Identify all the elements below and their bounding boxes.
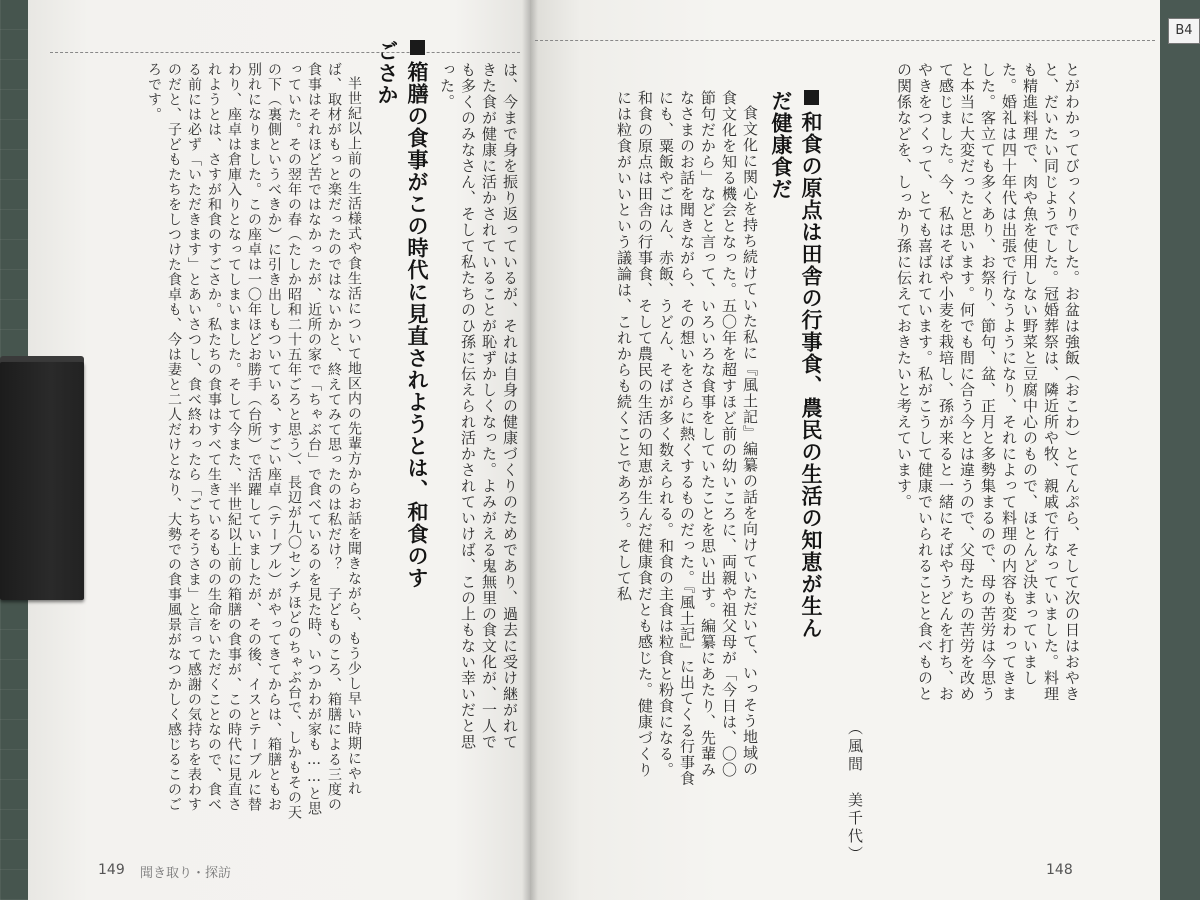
left-heading-text: 箱膳の食事がこの時代に見直されようとは、和食のすごさか [375, 40, 429, 589]
left-top-paragraph: は、今まで身を振り返っているが、それは自身の健康づくりのためであり、過去に受け継がれてきた食が健康に活かされていることが恥ずかしくなった。よみがえる鬼無里の食文化が、一人でも多くのみなさん、そして私たちのひ孫に伝えられ活かされていけば、この上もない幸いだと思った。 [438, 62, 519, 750]
right-section-heading [766, 90, 826, 650]
left-dotted-rule [50, 52, 520, 53]
page-size-tab: B4 [1168, 18, 1200, 44]
left-page-number: 149 [98, 862, 125, 878]
left-section-heading [372, 40, 432, 600]
left-page-footer: 聞き取り・探訪 [140, 866, 232, 881]
right-signature-1: （風間 美千代） [846, 720, 864, 864]
right-intro-text [852, 62, 1082, 702]
right-intro-paragraph: とがわかってびっくりでした。お盆は強飯（おこわ）とてんぷら、そして次の日はおやきと、だいたい同じようでした。冠婚葬祭は、隣近所や牧、親戚で行なっていました。料理も精進料理で、肉や魚を使用しない野菜と豆腐中心のもので、ほとんど決まっていました。婚礼は四十年代は出張で行なうようになり、それによって料理の内容も変わってきました。客立ても多くあり、お祭り、節句、盆、正月と多勢集まるので、母の苦労は今思うと本当に大変だったと思います。何でも間に合う今とは違うので、父母たちの苦労を改めて感じました。今、私はそばや小麦を栽培し、孫が来ると一緒にそばやうどんを打ち、おやきをつくって、とても喜ばれています。私がこうして健康でいられることと食べものとの関係などを、しっかり孫に伝えておきたいと考えています。 [895, 62, 1081, 702]
heading-square-icon [410, 40, 425, 55]
right-main-text [560, 90, 760, 790]
page-weight [0, 362, 84, 600]
right-main-paragraph: 食文化に関心を持ち続けていた私に『風土記』編纂の話を向けていただいて、いっそう地域の食文化を知る機会となった。五〇年を超すほど前の幼いころに、両親や祖父母が「今日は、〇〇節句だから」などと言って、いろいろな食事をしていたことを思い出す。編纂にあたり、先輩みなさまのお話を聞きながら、その想いをさらに熱くするものだった。『風土記』に出てくる行事食にも、粟飯やごはん、赤飯、うどん、そばが多く数えられる。和食の主食は粒食と粉食になる。和食の原点は田舎の行事食、そして農民の生活の知恵が生んだ健康食だとも感じた。健康づくりには粒食がいいという議論は、これからも続くことであろう。そして私 [615, 90, 759, 787]
book-gutter [522, 0, 538, 900]
desk-edge [1160, 0, 1200, 900]
heading-square-icon [804, 90, 819, 105]
right-dotted-rule [535, 40, 1155, 41]
left-main-text [92, 62, 364, 822]
right-page-number: 148 [1046, 862, 1073, 878]
left-main-paragraph: 半世紀以上前の生活様式や食生活について地区内の先輩方からお話を聞きながら、もう少し早い時期にやれば、取材がもっと楽だったのではないかと、終えてみて思ったのは私だけ？ 子どものころ、箱膳による三度の食事はそれほど苦ではなかったが、近所の家で「ちゃぶ台」で食べているのを見た時、いつかわが家も……と思っていた。その翌年の春（たしか昭和二十五年ごろと思う）、長辺が九〇センチほどのちゃぶ台で、しかもその天の下（裏側というべきか）に引き出しもついている、すごい座卓（テーブル）がやってきてからは、箱膳ともお別れになりました。この座卓は一〇年ほどお勝手（台所）で活躍していましたが、その後、イスとテーブルに替わり、座卓は倉庫入りとなってしまいました。そして今また、半世紀以上前の箱膳の食事が、この時代に見直されようとは、さすが和食のすごさか。私たちの食事はすべて生きているものの生命をいただくことなので、食べる前には必ず「いただきます」とあいさつし、食べ終わったら「ごちそうさま」と言って感謝の気持ちを表わすのだと、子どもたちをしつけた食卓も、今は妻と二人だけとなり、大勢での食事風景がなつかしく感じるこのごろです。 [146, 62, 362, 820]
right-heading-text: 和食の原点は田舎の行事食、農民の生活の知恵が生んだ健康食だ [769, 90, 823, 639]
